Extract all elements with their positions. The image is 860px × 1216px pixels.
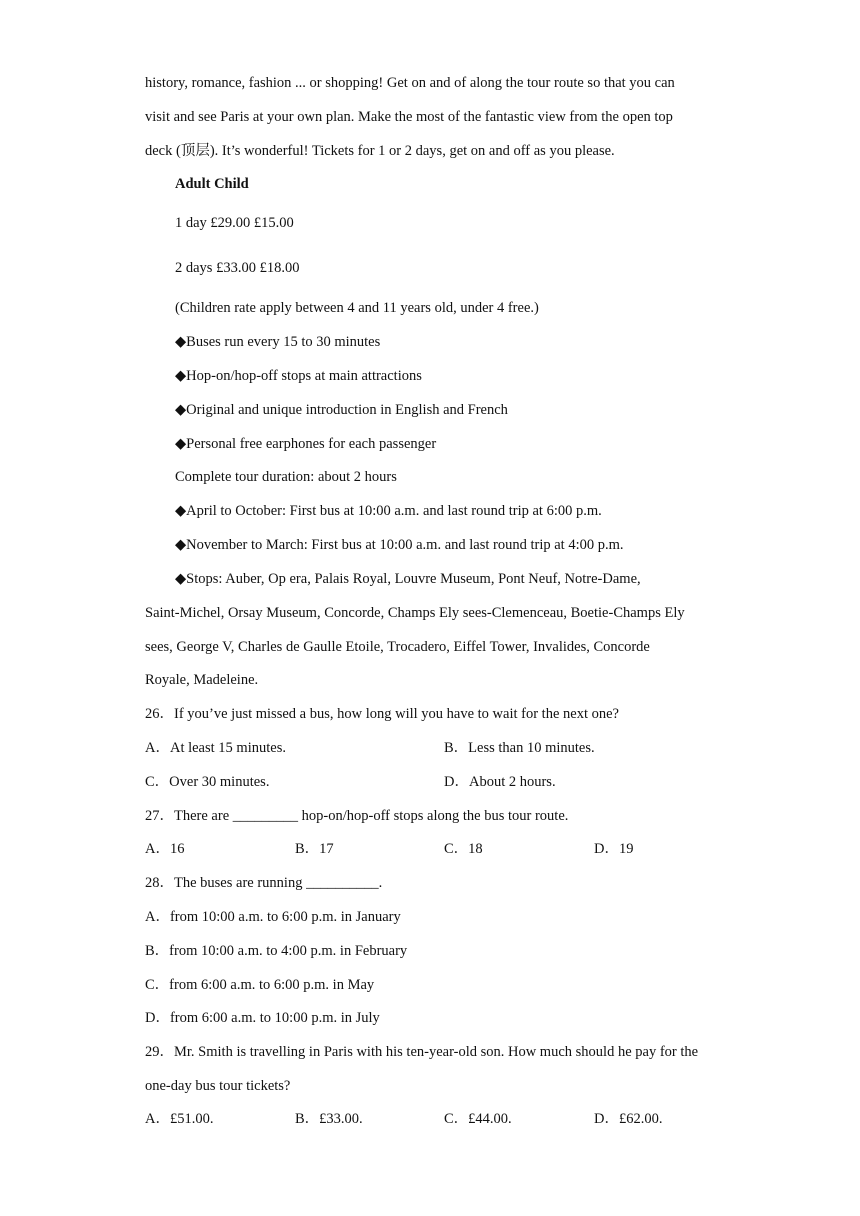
bullet-introduction: ◆Original and unique introduction in English and French xyxy=(175,402,508,418)
bullet-hop-on: ◆Hop-on/hop-off stops at main attractions xyxy=(175,368,422,384)
option-d: D．£62.00. xyxy=(594,1111,663,1127)
question-stem-line-1: 29．Mr. Smith is travelling in Paris with his ten-year-old son. How much should he pay for the xyxy=(145,1044,699,1060)
bullet-november-march: ◆November to March: First bus at 10:00 a.m. and last round trip at 4:00 p.m. xyxy=(175,537,624,553)
stops-line-2: Saint-Michel, Orsay Museum, Concorde, Champs Ely sees-Clemenceau, Boetie-Champs Ely xyxy=(145,605,685,621)
option-a: A．16 xyxy=(145,841,185,857)
option-c: C．£44.00. xyxy=(444,1111,512,1127)
option-b: B．£33.00. xyxy=(295,1111,363,1127)
option-a: A．At least 15 minutes. xyxy=(145,740,286,756)
passage-line-3: deck (顶层). It’s wonderful! Tickets for 1 or 2 days, get on and off as you please. xyxy=(145,143,615,159)
bullet-frequency: ◆Buses run every 15 to 30 minutes xyxy=(175,334,381,350)
option-d: D．About 2 hours. xyxy=(444,774,556,790)
option-a: A．from 10:00 a.m. to 6:00 p.m. in January xyxy=(145,909,401,925)
question-stem: 26．If you’ve just missed a bus, how long will you have to wait for the next one? xyxy=(145,706,619,722)
price-table-header: Adult Child xyxy=(175,176,249,192)
price-row-2days: 2 days £33.00 £18.00 xyxy=(175,260,300,276)
option-c: C．18 xyxy=(444,841,483,857)
children-rate-note: (Children rate apply between 4 and 11 years old, under 4 free.) xyxy=(175,300,539,316)
option-b: B．17 xyxy=(295,841,334,857)
bullet-earphones: ◆Personal free earphones for each passenger xyxy=(175,436,437,452)
question-stem: 27．There are _________ hop-on/hop-off stops along the bus tour route. xyxy=(145,808,569,824)
question-stem-line-2: one-day bus tour tickets? xyxy=(145,1078,291,1094)
option-d: D．from 6:00 a.m. to 10:00 p.m. in July xyxy=(145,1010,380,1026)
option-c: C．Over 30 minutes. xyxy=(145,774,270,790)
option-d: D．19 xyxy=(594,841,634,857)
stops-line-3: sees, George V, Charles de Gaulle Etoile, Trocadero, Eiffel Tower, Invalides, Concorde xyxy=(145,639,650,655)
price-row-1day: 1 day £29.00 £15.00 xyxy=(175,215,294,231)
question-stem: 28．The buses are running __________. xyxy=(145,875,383,891)
passage-line-1: history, romance, fashion ... or shopping! Get on and of along the tour route so that you can xyxy=(145,75,675,91)
option-b: B．Less than 10 minutes. xyxy=(444,740,595,756)
tour-duration: Complete tour duration: about 2 hours xyxy=(175,469,397,485)
passage-line-2: visit and see Paris at your own plan. Make the most of the fantastic view from the open top xyxy=(145,109,673,125)
option-a: A．£51.00. xyxy=(145,1111,214,1127)
stops-line-1: ◆Stops: Auber, Op era, Palais Royal, Louvre Museum, Pont Neuf, Notre-Dame, xyxy=(175,571,641,587)
option-b: B．from 10:00 a.m. to 4:00 p.m. in February xyxy=(145,943,408,959)
stops-line-4: Royale, Madeleine. xyxy=(145,672,259,688)
bullet-april-october: ◆April to October: First bus at 10:00 a.m. and last round trip at 6:00 p.m. xyxy=(175,503,602,519)
option-c: C．from 6:00 a.m. to 6:00 p.m. in May xyxy=(145,977,375,993)
